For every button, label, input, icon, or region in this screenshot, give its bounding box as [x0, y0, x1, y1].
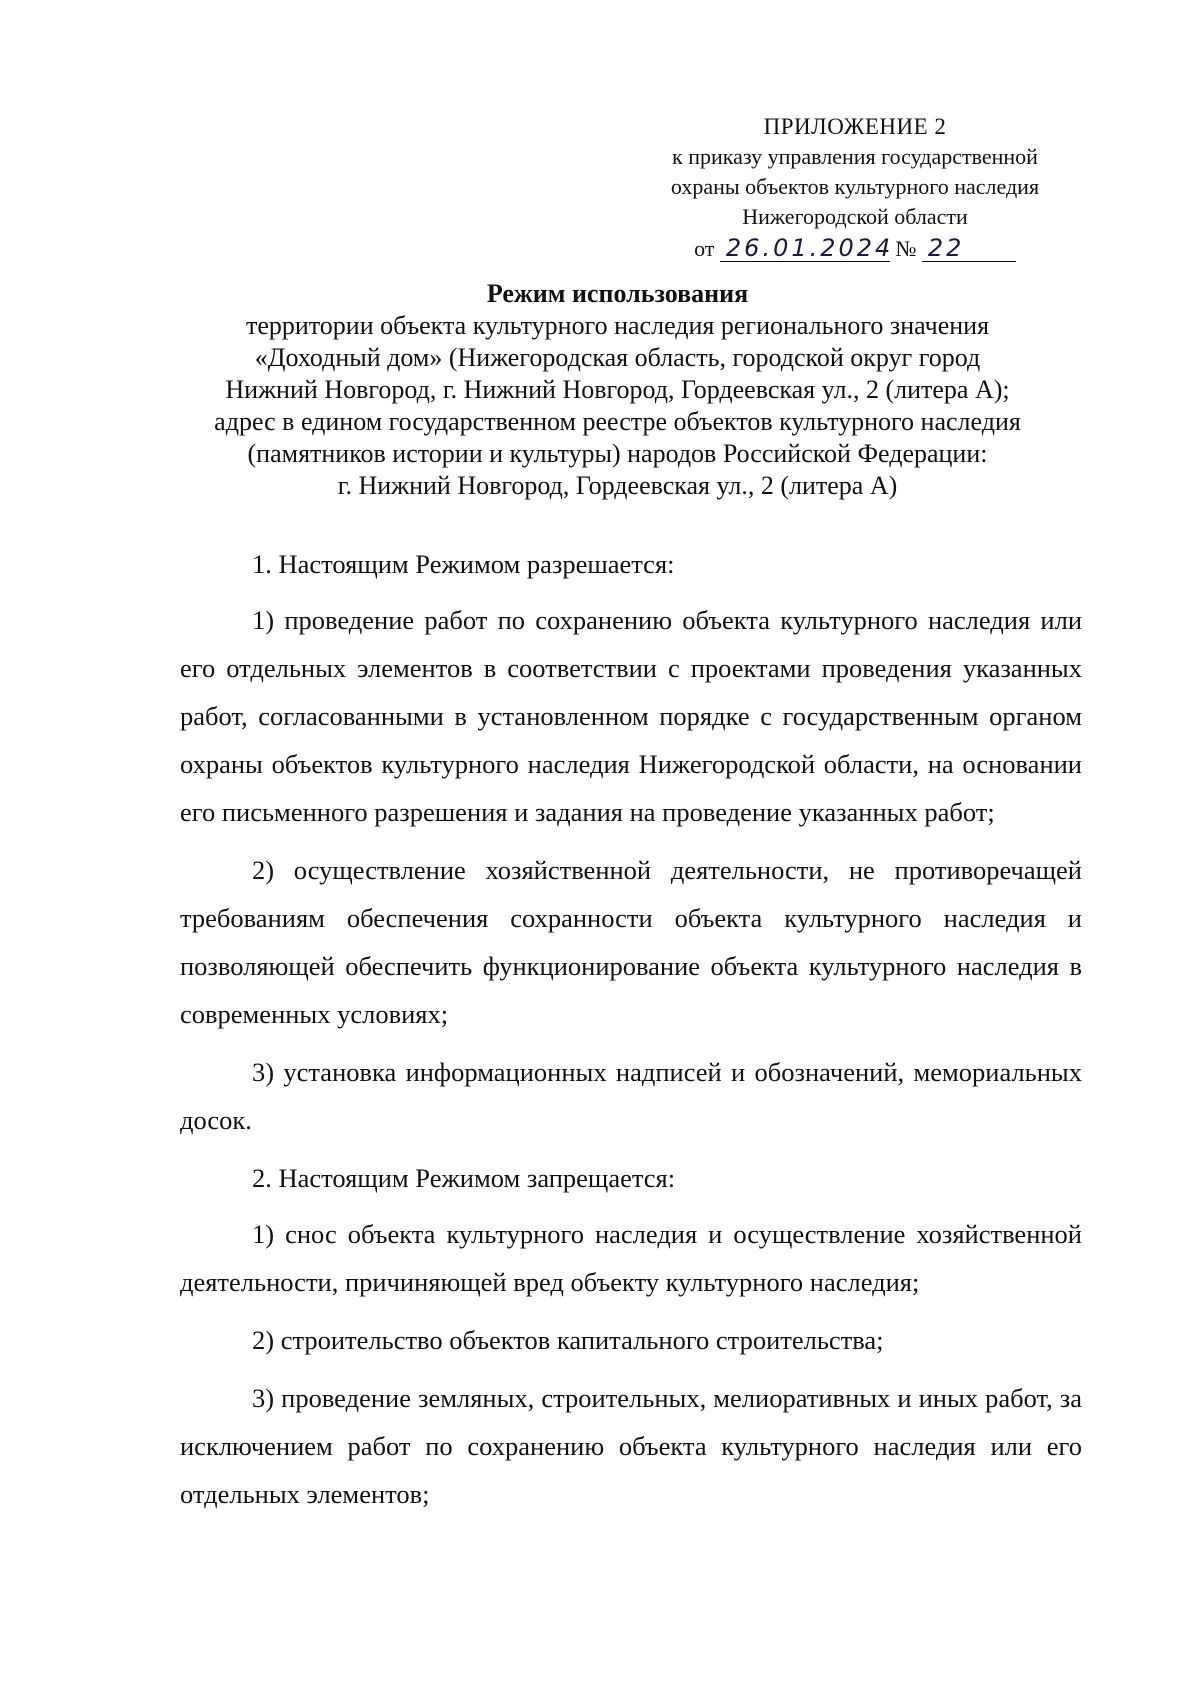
date-prefix: от [694, 236, 715, 261]
order-reference [640, 232, 1070, 264]
title-line: г. Нижний Новгород, Гордеевская ул., 2 (литера А) [337, 471, 898, 500]
permitted-item: 3) установка информационных надписей и обозначений, мемориальных досок. [180, 1057, 1082, 1135]
title-line: Нижний Новгород, г. Нижний Новгород, Гордеевская ул., 2 (литера А); [225, 375, 1010, 404]
document-body [180, 540, 1082, 1528]
prohibited-item: 1) снос объекта культурного наследия и осуществление хозяйственной деятельности, причиняющей вред объекту культурного наследия; [180, 1219, 1082, 1297]
permitted-item: 1) проведение работ по сохранению объекта культурного наследия или его отдельных элементов в соответствии с проектами проведения указанных работ, согласованными в установленном порядке с государственным органом охраны объектов культурного наследия Нижегородской области, на основании его письменного разрешения и задания на проведение указанных работ; [180, 605, 1082, 827]
title-line: «Доходный дом» (Нижегородская область, городской округ город [254, 343, 981, 372]
title-line: территории объекта культурного наследия регионального значения [245, 311, 990, 340]
title-heading: Режим использования [486, 279, 749, 308]
prohibited-item: 2) строительство объектов капитального строительства; [252, 1325, 884, 1355]
appendix-line-1: к приказу управления государственной [672, 144, 1038, 169]
document-title [150, 278, 1085, 502]
number-prefix: № [895, 236, 917, 261]
appendix-line-3: Нижегородской области [742, 204, 968, 229]
title-line: адрес в едином государственном реестре объектов культурного наследия [214, 407, 1021, 436]
appendix-line-2: охраны объектов культурного наследия [670, 174, 1040, 199]
appendix-header [640, 112, 1070, 264]
title-line: (памятников истории и культуры) народов Российской Федерации: [247, 439, 988, 468]
permitted-item: 2) осуществление хозяйственной деятельности, не противоречащей требованиям обеспечения сохранности объекта культурного наследия и позволяющей обеспечить функционирование объекта культурного наследия в современных условиях; [180, 855, 1082, 1029]
handwritten-date: 26.01.2024 [720, 235, 890, 262]
handwritten-number: 22 [922, 235, 1016, 262]
prohibited-item: 3) проведение земляных, строительных, мелиоративных и иных работ, за исключением работ по сохранению объекта культурного наследия или его отдельных элементов; [180, 1383, 1082, 1509]
appendix-title: ПРИЛОЖЕНИЕ 2 [763, 114, 947, 139]
permitted-heading: 1. Настоящим Режимом разрешается: [252, 549, 675, 579]
prohibited-heading: 2. Настоящим Режимом запрещается: [252, 1163, 676, 1193]
